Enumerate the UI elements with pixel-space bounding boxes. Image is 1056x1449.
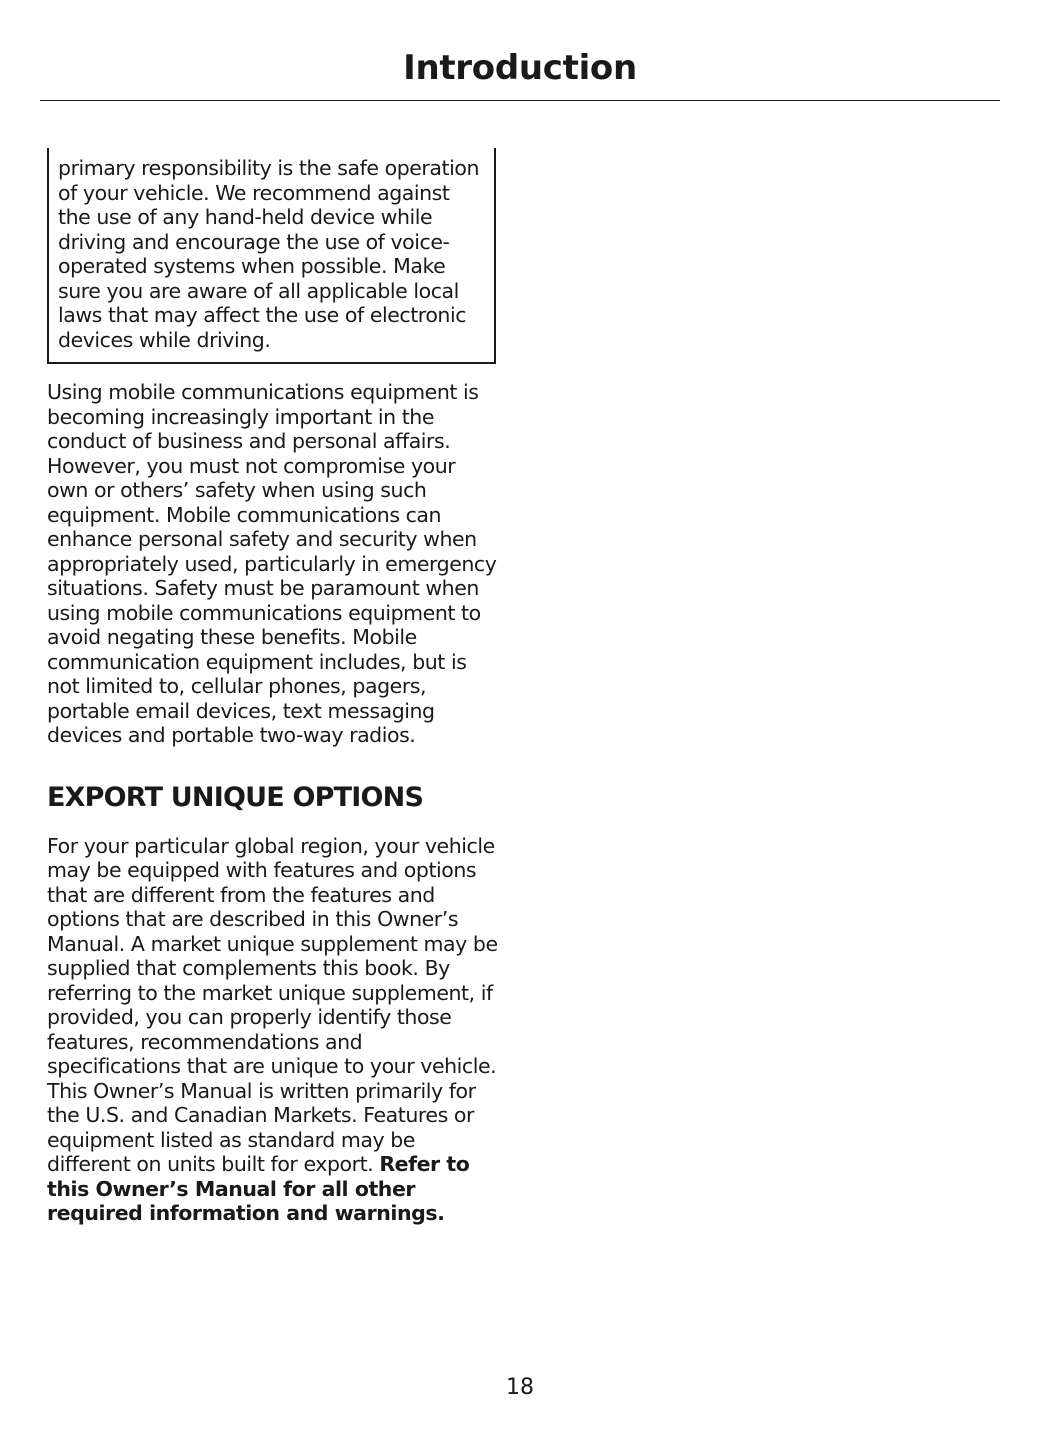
export-paragraph bbox=[47, 834, 499, 1226]
export-paragraph-text: For your particular global region, your vehicle may be equipped with features and options that are different from the features and options that are described in this Owner’s Manual. A market unique supplement may be supplied that complements this book. By referring to the market unique supplement, if provided, you can properly identify those features, recommendations and specifications that are unique to your vehicle. This Owner’s Manual is written primarily for the U.S. and Canadian Markets. Features or equipment listed as standard may be different on units built for export. bbox=[47, 833, 498, 1176]
export-bold-note: Refer to this Owner’s Manual for all other required information and warnings. bbox=[47, 1152, 470, 1225]
warning-box bbox=[47, 148, 496, 364]
warning-text: primary responsibility is the safe operation of your vehicle. We recommend against the use of any hand-held device while driving and encourage the use of voice-operated systems when possible. Make sure you are aware of all applicable local laws that may affect the use of electronic devices while driving. bbox=[58, 156, 479, 352]
export-section-heading: EXPORT UNIQUE OPTIONS bbox=[47, 781, 424, 813]
mobile-communications-paragraph: Using mobile communications equipment is becoming increasingly important in the conduct of business and personal affairs. However, you must not compromise your own or others’ safety when using such equipment. Mobile communications can enhance personal safety and security when appropriately used, particularly in emergency situations. Safety must be paramount when using mobile communications equipment to avoid negating these benefits. Mobile communication equipment includes, but is not limited to, cellular phones, pagers, portable email devices, text messaging devices and portable two-way radios. bbox=[47, 380, 497, 747]
page-title: Introduction bbox=[403, 48, 637, 88]
content-column bbox=[47, 148, 499, 1226]
page-number: 18 bbox=[506, 1375, 534, 1400]
